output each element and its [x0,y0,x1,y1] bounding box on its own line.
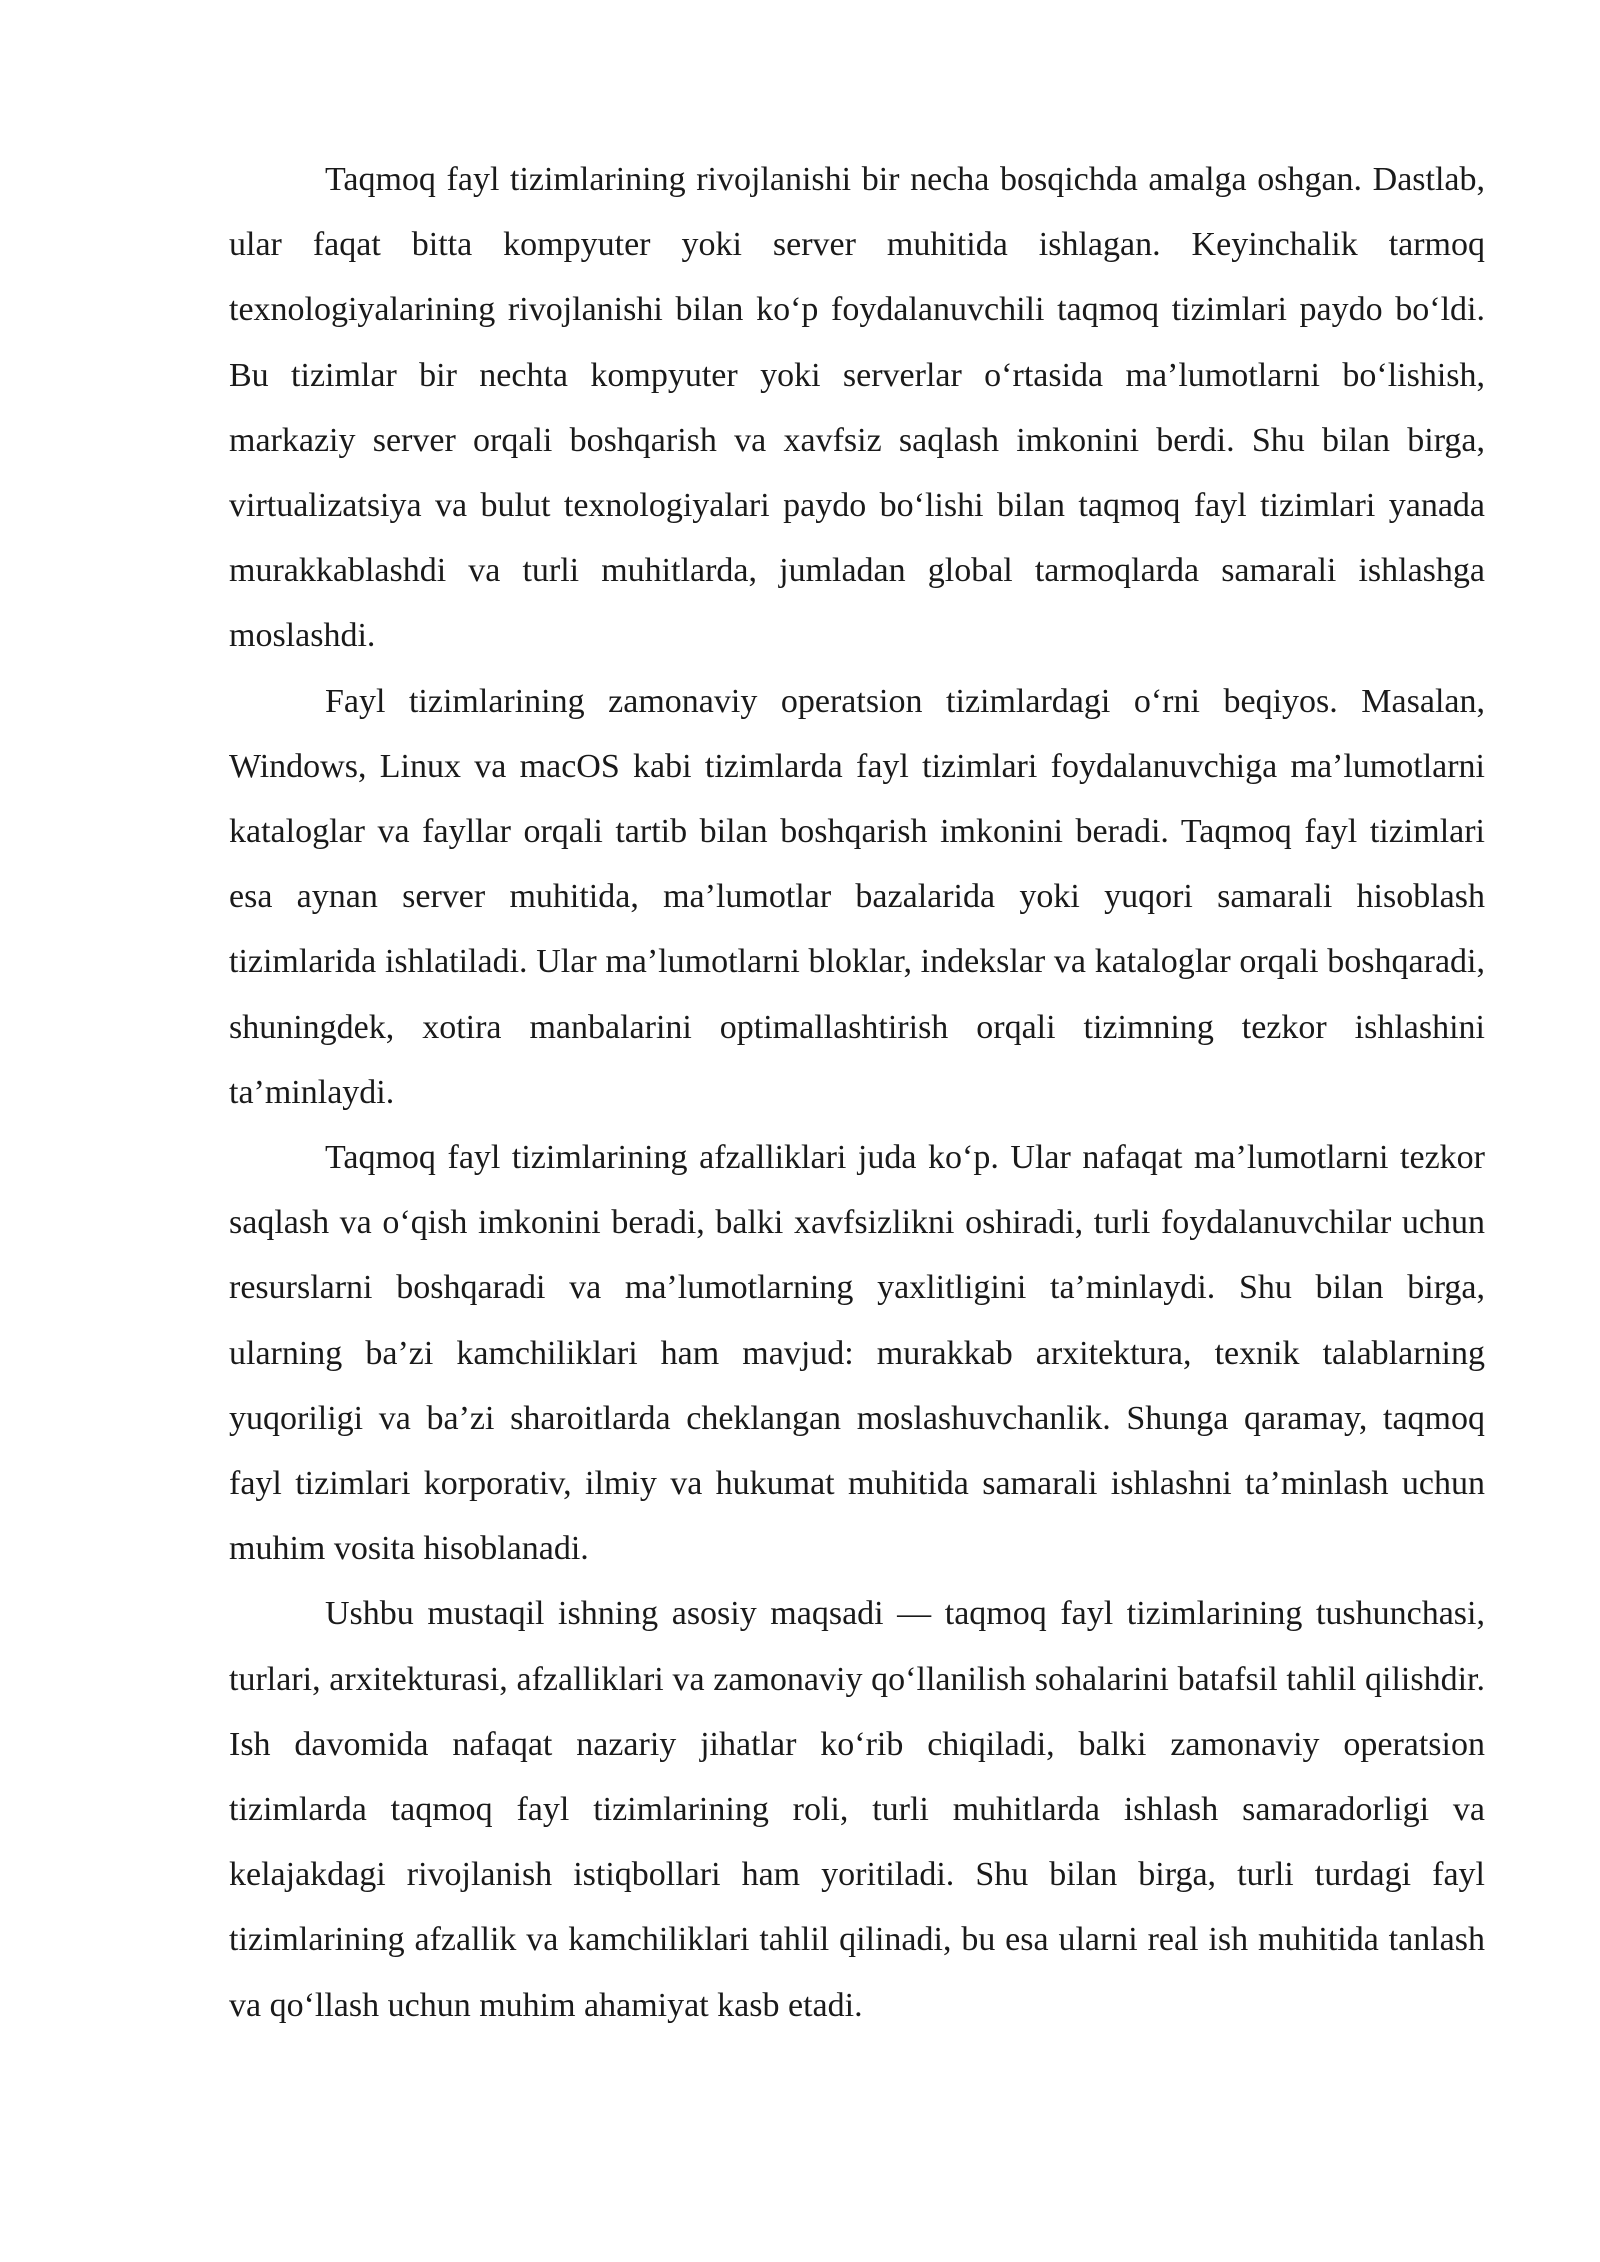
paragraph-3: Taqmoq fayl tizimlarining afzalliklari juda ko‘p. Ular nafaqat ma’lumotlarni tezkor saqlash va o‘qish imkonini beradi, balki xavfsizlikni oshiradi, turli foydalanuvchilar uchun resurslarni boshqaradi va ma’lumotlarning yaxlitligini ta’minlaydi. Shu bilan birga, ularning ba’zi kamchiliklari ham mavjud: murakkab arxitektura, texnik talablarning yuqoriligi va ba’zi sharoitlarda cheklangan moslashuvchanlik. Shunga qaramay, taqmoq fayl tizimlari korporativ, ilmiy va hukumat muhitida samarali ishlashni ta’minlash uchun muhim vosita hisoblanadi. [229,1139,1485,1568]
paragraph-1: Taqmoq fayl tizimlarining rivojlanishi bir necha bosqichda amalga oshgan. Dastlab, ular faqat bitta kompyuter yoki server muhitida ishlagan. Keyinchalik tarmoq texnologiyalarining rivojlanishi bilan ko‘p foydalanuvchili taqmoq tizimlari paydo bo‘ldi. Bu tizimlar bir nechta kompyuter yoki serverlar o‘rtasida ma’lumotlarni bo‘lishish, markaziy server orqali boshqarish va xavfsiz saqlash imkonini berdi. Shu bilan birga, virtualizatsiya va bulut texnologiyalari paydo bo‘lishi bilan taqmoq fayl tizimlari yanada murakkablashdi va turli muhitlarda, jumladan global tarmoqlarda samarali ishlashga moslashdi. [229,161,1485,655]
document-body [229,147,1485,2038]
paragraph-2: Fayl tizimlarining zamonaviy operatsion tizimlardagi o‘rni beqiyos. Masalan, Windows, Linux va macOS kabi tizimlarda fayl tizimlari foydalanuvchiga ma’lumotlarni kataloglar va fayllar orqali tartib bilan boshqarish imkonini beradi. Taqmoq fayl tizimlari esa aynan server muhitida, ma’lumotlar bazalarida yoki yuqori samarali hisoblash tizimlarida ishlatiladi. Ular ma’lumotlarni bloklar, indekslar va kataloglar orqali boshqaradi, shuningdek, xotira manbalarini optimallashtirish orqali tizimning tezkor ishlashini ta’minlaydi. [229,682,1485,1111]
paragraph-4: Ushbu mustaqil ishning asosiy maqsadi — taqmoq fayl tizimlarining tushunchasi, turlari, arxitekturasi, afzalliklari va zamonaviy qo‘llanilish sohalarini batafsil tahlil qilishdir. Ish davomida nafaqat nazariy jihatlar ko‘rib chiqiladi, balki zamonaviy operatsion tizimlarda taqmoq fayl tizimlarining roli, turli muhitlarda ishlash samaradorligi va kelajakdagi rivojlanish istiqbollari ham yoritiladi. Shu bilan birga, turli turdagi fayl tizimlarining afzallik va kamchiliklari tahlil qilinadi, bu esa ularni real ish muhitida tanlash va qo‘llash uchun muhim ahamiyat kasb etadi. [229,1595,1485,2024]
